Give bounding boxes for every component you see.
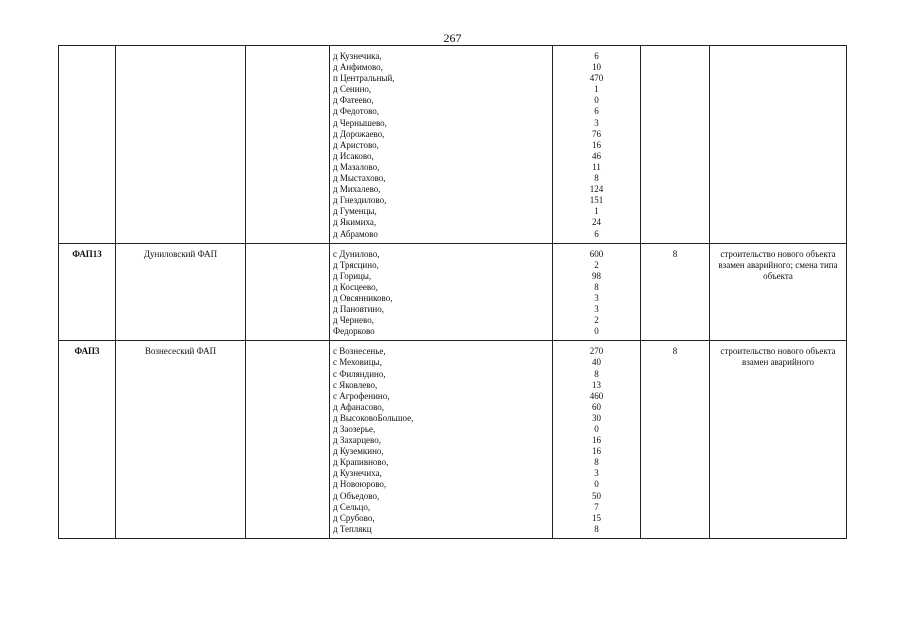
population-value: 24: [592, 217, 601, 228]
population-value: 8: [594, 368, 599, 379]
population-value: 60: [592, 401, 601, 412]
settlement-name: д Кузнечика,: [333, 51, 382, 61]
settlement-name: д Захарцево,: [333, 435, 381, 446]
settlement-name: д Мыстахово,: [333, 173, 386, 184]
facility-table: [58, 45, 847, 539]
page-number: 267: [443, 31, 462, 45]
empty-cell: [246, 46, 330, 244]
facility-name: Дуниловский ФАП: [116, 243, 246, 341]
settlement-name: д Заозерье,: [333, 424, 376, 434]
population-value: 151: [589, 195, 604, 206]
settlement-name: с Яковлево,: [333, 379, 378, 390]
settlements-list: [330, 243, 553, 341]
table-row: [59, 46, 847, 244]
settlement-name: д Новоюрово,: [333, 479, 387, 490]
settlement-name: д Куземкино,: [333, 446, 384, 457]
population-value: 270: [589, 346, 604, 357]
number-cell: 8: [641, 341, 710, 539]
population-value: 0: [594, 326, 599, 337]
note-cell: [710, 46, 847, 244]
settlement-name: д Аристово,: [333, 139, 379, 150]
settlement-name: с Филяндино,: [333, 368, 386, 379]
settlement-name: д Сенино,: [333, 84, 372, 95]
empty-cell: [246, 341, 330, 539]
population-value: 7: [594, 501, 599, 512]
number-cell: [641, 46, 710, 244]
settlement-name: с Агрофенино,: [333, 390, 390, 401]
population-value: 6: [594, 106, 599, 117]
settlement-name: Федорково: [333, 326, 375, 337]
population-value: 11: [592, 161, 601, 172]
settlement-name: д Сельцо,: [333, 501, 371, 512]
settlement-name: д Косцеево,: [333, 281, 378, 292]
settlement-name: п Центральный,: [333, 73, 395, 84]
number-cell: 8: [641, 243, 710, 341]
settlement-name: д Горицы,: [333, 270, 372, 281]
settlement-name: д Исаково,: [333, 150, 374, 161]
population-value: 30: [592, 412, 601, 423]
settlement-name: д Чернышево,: [333, 117, 387, 128]
settlement-name: с Вознесенье,: [333, 346, 386, 357]
population-value: 16: [592, 139, 601, 150]
population-value: 3: [594, 117, 599, 128]
population-value: 0: [594, 424, 599, 434]
population-list: [553, 243, 641, 341]
facility-code: [59, 46, 116, 244]
settlement-name: д Абрамово: [333, 228, 378, 239]
settlement-name: д Афанасово,: [333, 401, 385, 412]
population-value: 3: [594, 304, 599, 315]
settlement-name: д Якимиха,: [333, 217, 377, 228]
population-value: 13: [592, 379, 601, 390]
population-value: 46: [592, 150, 601, 161]
note-cell: строительство нового объекта взамен аварийного; смена типа объекта: [710, 243, 847, 341]
facility-code: ФАП13: [59, 243, 116, 341]
settlement-name: д Теплякц: [333, 523, 372, 534]
population-value: 8: [594, 523, 599, 534]
settlement-name: д Срубово,: [333, 512, 375, 523]
population-value: 6: [594, 51, 599, 61]
population-list: [553, 341, 641, 539]
settlement-name: д Федотово,: [333, 106, 380, 117]
population-value: 2: [594, 259, 599, 270]
settlement-name: д Овсянниково,: [333, 292, 393, 303]
settlement-name: д Пановтино,: [333, 304, 384, 315]
population-value: 1: [594, 206, 599, 217]
settlement-name: д Анфимово,: [333, 62, 383, 73]
settlement-name: д Дорожаево,: [333, 128, 385, 139]
population-value: 8: [594, 173, 599, 184]
settlement-name: д Трясцино,: [333, 259, 379, 270]
population-value: 15: [592, 512, 601, 523]
settlement-name: д Объедово,: [333, 490, 380, 501]
population-value: 3: [594, 292, 599, 303]
population-value: 460: [589, 390, 604, 401]
settlement-name: д Гнездилово,: [333, 195, 387, 206]
table-row: [59, 341, 847, 539]
population-value: 124: [589, 184, 604, 195]
settlement-name: д Крапивново,: [333, 457, 389, 468]
settlement-name: д Мазалово,: [333, 161, 380, 172]
settlement-name: с Меховицы,: [333, 357, 382, 368]
facility-name: [116, 46, 246, 244]
settlement-name: с Дунилово,: [333, 248, 380, 259]
settlement-name: д Кузнечиха,: [333, 468, 382, 479]
population-value: 0: [594, 95, 599, 106]
settlement-name: д Михалево,: [333, 184, 381, 195]
settlements-list: [330, 341, 553, 539]
population-value: 10: [592, 62, 601, 73]
population-list: [553, 46, 641, 244]
population-value: 470: [589, 73, 604, 84]
empty-cell: [246, 243, 330, 341]
settlement-name: д Черневo,: [333, 315, 374, 326]
facility-code: ФАП3: [59, 341, 116, 539]
population-value: 98: [592, 270, 601, 281]
population-value: 16: [592, 435, 601, 446]
note-cell: строительство нового объекта взамен аварийного: [710, 341, 847, 539]
settlements-list: [330, 46, 553, 244]
population-value: 3: [594, 468, 599, 479]
facility-name: Вознесеский ФАП: [116, 341, 246, 539]
population-value: 76: [592, 128, 601, 139]
settlement-name: д Гуменцы,: [333, 206, 377, 217]
population-value: 8: [594, 281, 599, 292]
facility-table-body: [59, 46, 847, 539]
population-value: 40: [592, 357, 601, 368]
population-value: 2: [594, 315, 599, 326]
population-value: 0: [594, 479, 599, 490]
population-value: 1: [594, 84, 599, 95]
population-value: 6: [594, 228, 599, 239]
table-row: [59, 243, 847, 341]
population-value: 8: [594, 457, 599, 468]
settlement-name: д ВысоковоБольшое,: [333, 412, 414, 423]
population-value: 50: [592, 490, 601, 501]
settlement-name: д Фатеево,: [333, 95, 374, 106]
population-value: 16: [592, 446, 601, 457]
population-value: 600: [589, 248, 604, 259]
